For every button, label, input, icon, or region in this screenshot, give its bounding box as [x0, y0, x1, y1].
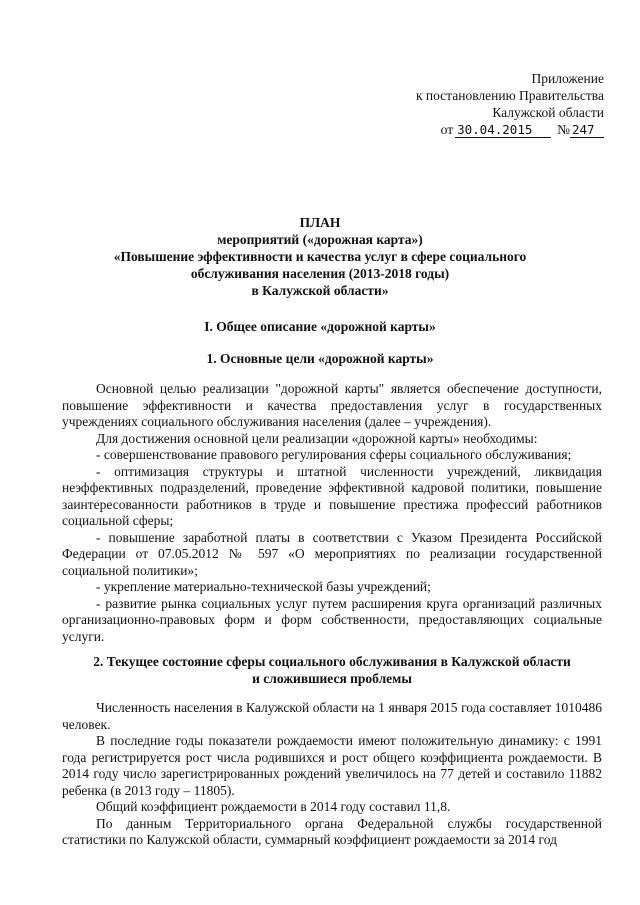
section-2-heading-line-2: и сложившиеся проблемы [252, 671, 412, 686]
annex-title: Приложение [531, 71, 604, 86]
annex-date-line [416, 121, 604, 138]
section-2-body [62, 700, 602, 849]
title-line-1: ПЛАН [299, 215, 341, 230]
paragraph: В последние годы показатели рождаемости имеют положительную динамику: с 1991 года регистрируется рост числа родившихся и рост общего коэффициента рождаемости. В 2014 году число зарегистрированных рождений увеличилось на 77 детей и составило 11882 ребенка (в 2013 году – 11805). [62, 733, 602, 798]
title-line-4: обслуживания населения (2013-2018 годы) [190, 266, 450, 281]
paragraph: - оптимизация структуры и штатной численности учреждений, ликвидация неэффективных подразделений, проведение эффективной кадровой политики, повышение заинтересованности работников в труде и повышение престижа профессий работников социальной сферы; [62, 463, 602, 528]
paragraph: По данным Территориального органа Федеральной службы государственной статистики по Калужской области, суммарный коэффициент рождаемости за 2014 год [62, 815, 602, 847]
section-1-heading: I. Общее описание «дорожной карты» [204, 319, 436, 334]
document-title [0, 214, 640, 299]
paragraph: Для достижения основной цели реализации «дорожной карты» необходимы: [96, 430, 538, 446]
decree-date: 30.04.2015 [455, 123, 551, 138]
decree-number: 247 [570, 123, 604, 138]
paragraph: - повышение заработной платы в соответствии с Указом Президента Российской Федерации от 07.05.2012 № 597 «О мероприятиях по реализации государственной социальной политики»; [62, 529, 602, 578]
annex-region: Калужской области [492, 105, 604, 120]
paragraph: - совершенствование правового регулирования сферы социального обслуживания; [96, 447, 572, 462]
section-1-subheading: 1. Основные цели «дорожной карты» [206, 351, 434, 366]
paragraph: - укрепление материально-технической базы учреждений; [96, 579, 431, 594]
title-line-5: в Калужской области» [251, 283, 389, 298]
section-2-heading [62, 653, 602, 687]
section-1-body [62, 381, 602, 645]
title-line-3: «Повышение эффективности и качества услуг в сфере социального [113, 249, 527, 264]
number-prefix: № [557, 122, 570, 137]
title-line-2: мероприятий («дорожная карта») [217, 232, 423, 247]
paragraph: Основной целью реализации "дорожной карты" является обеспечение доступности, повышение эффективности и качества предоставления услуг в государственных учреждениях социального обслуживания населения (далее – учреждения). [62, 381, 602, 429]
annex-decree: к постановлению Правительства [415, 88, 604, 103]
date-prefix: от [440, 122, 454, 137]
paragraph: - развитие рынка социальных услуг путем расширения круга организаций различных организационно-правовых форм и форм собственности, предоставляющих социальные услуги. [62, 595, 602, 644]
paragraph: Общий коэффициент рождаемости в 2014 году составил 11,8. [96, 799, 451, 814]
paragraph: Численность населения в Калужской области на 1 января 2015 года составляет 1010486 человек. [62, 700, 602, 732]
annex-block [416, 70, 604, 138]
section-2-heading-line-1: 2. Текущее состояние сферы социального обслуживания в Калужской области [93, 654, 571, 669]
